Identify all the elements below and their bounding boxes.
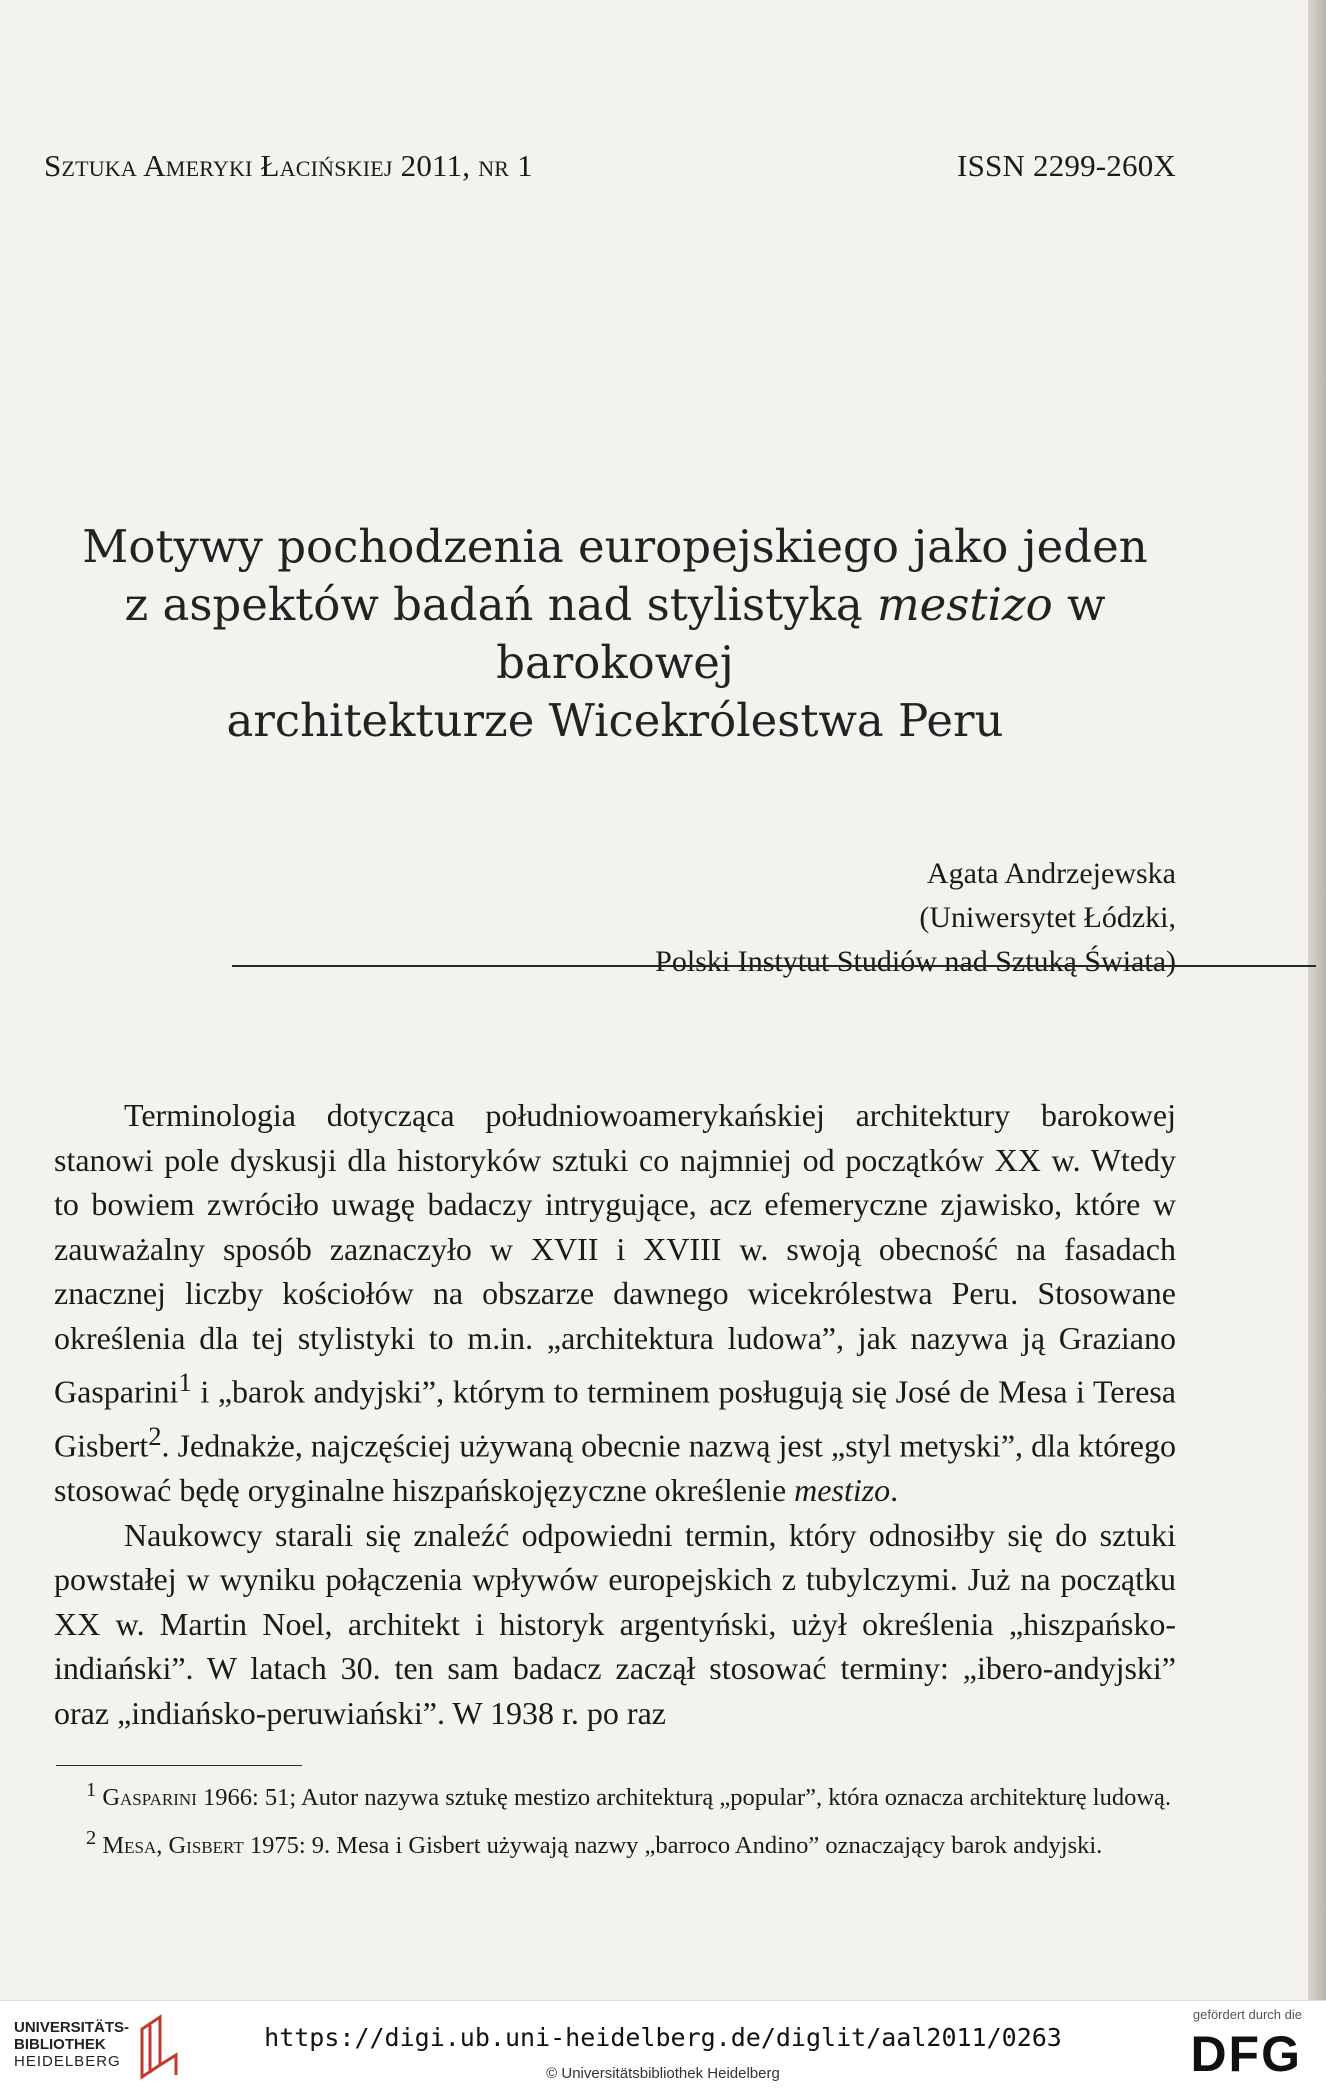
footnote-1-number: 1 [86, 1779, 97, 1801]
funding-note: gefördert durch die [1192, 2007, 1302, 2022]
p1-part-a: Terminologia dotycząca południowoamerykańskiej architektury barokowej stanowi pole dyskusji dla historyków sztuki co najmniej od początków XX w. Wtedy to bowiem zwróciło uwagę badaczy intrygujące, acz efemeryczne zjawisko, które w zauważalny sposób zaznaczyło w XVII i XVIII w. swoją obecność na fasadach znacznej liczby kościołów na obszarze dawnego wicekrólestwa Peru. Stosowane określenia dla tej stylistyki to m.in. „architektura ludowa”, jak nazywa ją Graziano Gasparini [54, 1097, 1176, 1410]
issn: ISSN 2299-260X [957, 148, 1176, 183]
journal-name: Sztuka Ameryki Łacińskiej [44, 148, 393, 183]
title-italic-term: mestizo [877, 578, 1053, 631]
author-affiliation-2: Polski Instytut Studiów nad Sztuką Świata) [655, 945, 1176, 978]
issue-prefix: nr [478, 148, 510, 183]
footnote-1-text: 1966: 51; Autor nazywa sztukę mestizo architekturą „popular”, która oznacza architekturę ludową. [196, 1784, 1172, 1812]
paragraph-2: Naukowcy starali się znaleźć odpowiedni termin, który odnosiłby się do sztuki powstałej w wyniku połączenia wpływów europejskich z tubylczymi. Już na początku XX w. Martin Noel, architekt i historyk argentyński, użył określenia „hiszpańsko-indiański”. W latach 30. ten sam badacz zaczął stosować terminy: „ibero-andyjski” oraz „indiańsko-peruwiański”. W 1938 r. po raz [54, 1516, 1176, 1731]
title-line-3: architekturze Wicekrólestwa Peru [226, 694, 1004, 747]
footnote-2-author: Mesa, Gisbert [102, 1832, 244, 1860]
footnote-2-text: 1975: 9. Mesa i Gisbert używają nazwy „barroco Andino” oznaczający barok andyjski. [243, 1832, 1103, 1860]
ub-logo-line-3: HEIDELBERG [14, 2053, 121, 2070]
footnote-rule [56, 1765, 302, 1766]
author-name: Agata Andrzejewska [926, 857, 1176, 890]
footnote-ref-2: 2 [148, 1421, 162, 1452]
author-affiliation-1: (Uniwersytet Łódzki, [919, 901, 1176, 934]
separator-rule [232, 965, 1316, 967]
ub-logo-line-2: BIBLIOTHEK [14, 2036, 106, 2053]
p1-part-b: i „barok andyjski”, którym to terminem posługują się José de Mesa i Teresa Gisbert [54, 1373, 1176, 1464]
citation-url-link[interactable]: https://digi.ub.uni-heidelberg.de/diglit/aal2011/0263 [264, 2023, 1062, 2052]
p1-end: . [890, 1472, 899, 1509]
journal-year: 2011, [400, 148, 471, 183]
page-edge-shadow [1308, 0, 1326, 2000]
footnote-2 [56, 1820, 1176, 1864]
ub-logo-line-1: UNIVERSITÄTS- [14, 2019, 130, 2036]
article-title [30, 518, 1200, 750]
footnotes [56, 1772, 1176, 1868]
title-line-2-start: z aspektów badań nad stylistyką [124, 578, 877, 631]
footnote-1 [56, 1772, 1176, 1816]
article-body [54, 1093, 1176, 1735]
issue-number: 1 [517, 148, 533, 183]
title-line-1: Motywy pochodzenia europejskiego jako jeden [82, 520, 1148, 573]
footnote-2-number: 2 [86, 1827, 97, 1850]
p1-italic-term: mestizo [794, 1472, 891, 1509]
copyright-notice: © Universitätsbibliothek Heidelberg [546, 2065, 780, 2082]
footnote-1-author: Gasparini [102, 1784, 197, 1812]
title-line-2 [30, 576, 1200, 692]
footnote-ref-1: 1 [178, 1367, 192, 1397]
running-header [44, 148, 1176, 184]
p1-part-c: . Jednakże, najczęściej używaną obecnie nazwą jest „styl metyski”, dla którego stosować będę oryginalne hiszpańskojęzyczne określenie [54, 1427, 1176, 1509]
dfg-logo[interactable]: DFG [1190, 2026, 1302, 2082]
journal-info [44, 148, 533, 184]
paragraph-1 [54, 1093, 1176, 1513]
title-line-2-end: w barokowej [496, 578, 1106, 689]
viewer-footer [0, 2000, 1326, 2093]
